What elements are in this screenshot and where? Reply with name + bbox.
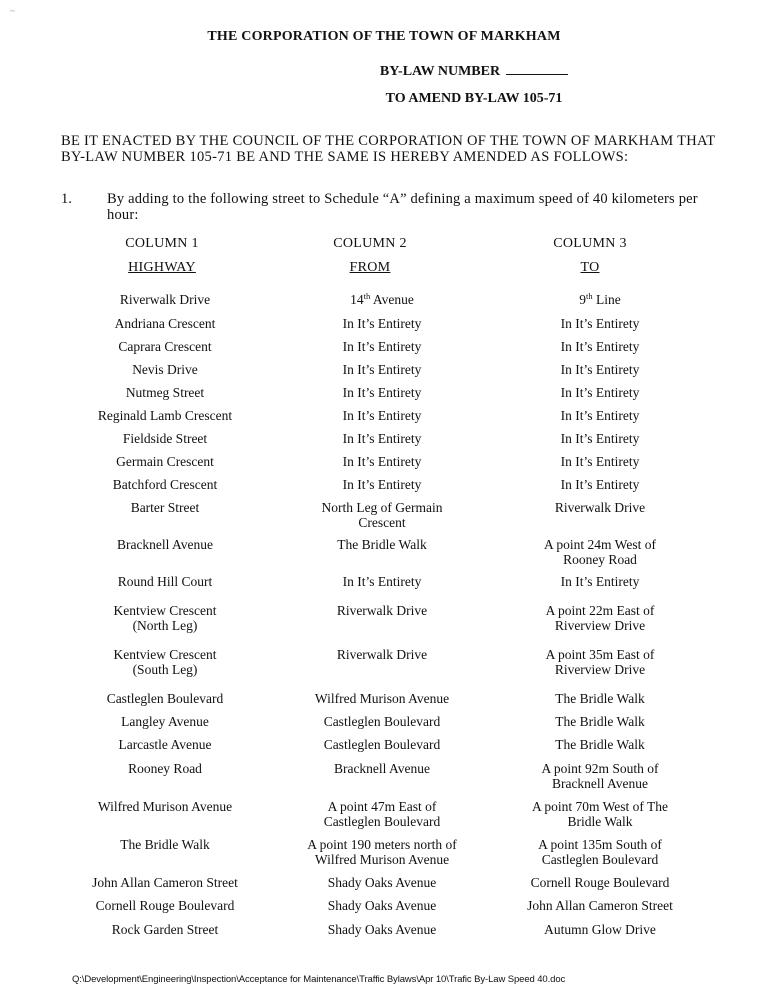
to-cell	[495, 408, 705, 423]
from-cell	[282, 737, 482, 752]
document-title: THE CORPORATION OF THE TOWN OF MARKHAM	[207, 29, 561, 44]
to-cell-text: A point 24m West of	[544, 537, 656, 552]
from-cell-text: Shady Oaks Avenue	[327, 898, 437, 913]
from-cell-text: In It’s Entirety	[342, 385, 422, 400]
to-cell	[495, 431, 705, 446]
to-cell	[495, 454, 705, 469]
highway-cell-text: Germain Crescent	[116, 454, 214, 469]
to-cell-text: Castleglen Boulevard	[541, 852, 659, 867]
table-row	[0, 603, 768, 639]
to-cell-text: A point 70m West of The	[531, 799, 669, 814]
bylaw-number-blank	[506, 62, 568, 75]
to-cell-text: In It’s Entirety	[560, 316, 640, 331]
to-cell	[495, 875, 705, 890]
to-cell-text: A point 22m East of	[545, 603, 655, 618]
highway-cell-text: Langley Avenue	[121, 714, 209, 729]
highway-cell-text: Kentview Crescent	[113, 603, 217, 618]
highway-cell-text: Round Hill Court	[117, 574, 213, 589]
item-number: 1.	[61, 191, 72, 207]
highway-cell-text: Riverwalk Drive	[119, 292, 211, 307]
highway-cell	[60, 837, 270, 852]
to-cell	[495, 898, 705, 913]
column-3-name: TO	[580, 260, 600, 275]
enacted-paragraph: BE IT ENACTED BY THE COUNCIL OF THE CORPORATION OF THE TOWN OF MARKHAM THAT BY-LAW NUMBER 105-71 BE AND THE SAME IS HEREBY AMENDED AS FOLLOWS:	[61, 133, 716, 165]
column-1-name: HIGHWAY	[128, 260, 196, 275]
to-cell-text: In It’s Entirety	[560, 574, 640, 589]
highway-cell	[60, 898, 270, 913]
to-cell-text: In It’s Entirety	[560, 385, 640, 400]
table-row	[0, 922, 768, 958]
highway-cell	[60, 408, 270, 423]
to-cell	[495, 362, 705, 377]
highway-cell-text: Wilfred Murison Avenue	[97, 799, 233, 814]
to-cell-text: Riverwalk Drive	[554, 500, 646, 515]
from-cell-text: A point 190 meters north of	[307, 837, 457, 852]
from-cell	[282, 385, 482, 400]
to-cell-text: Rooney Road	[563, 552, 637, 567]
to-cell	[495, 922, 705, 937]
highway-cell	[60, 737, 270, 752]
to-cell	[495, 385, 705, 400]
from-cell-text: A point 47m East of	[327, 799, 437, 814]
amend-line: TO AMEND BY-LAW 105-71	[385, 91, 563, 106]
to-cell-text: John Allan Cameron Street	[527, 898, 673, 913]
to-cell	[495, 316, 705, 331]
to-cell	[495, 799, 705, 829]
to-cell-text: Cornell Rouge Boulevard	[530, 875, 670, 890]
to-cell	[495, 339, 705, 354]
highway-cell-text: (South Leg)	[132, 662, 198, 677]
from-cell-text: In It’s Entirety	[342, 477, 422, 492]
from-cell	[282, 339, 482, 354]
from-cell-text: Castleglen Boulevard	[323, 714, 441, 729]
highway-cell	[60, 875, 270, 890]
from-cell	[282, 500, 482, 530]
to-cell	[495, 837, 705, 867]
highway-cell	[60, 500, 270, 515]
highway-cell-text: Rooney Road	[128, 761, 202, 776]
highway-cell-text: The Bridle Walk	[120, 837, 210, 852]
from-cell-text: Crescent	[358, 515, 406, 530]
from-cell	[282, 477, 482, 492]
from-cell	[282, 316, 482, 331]
from-cell-text: Riverwalk Drive	[336, 603, 428, 618]
from-cell-text: Castleglen Boulevard	[323, 737, 441, 752]
highway-cell-text: Andriana Crescent	[114, 316, 216, 331]
to-cell	[495, 691, 705, 706]
from-cell	[282, 537, 482, 552]
from-cell-text: Shady Oaks Avenue	[327, 922, 437, 937]
highway-cell-text: Caprara Crescent	[118, 339, 212, 354]
highway-cell-text: Rock Garden Street	[111, 922, 219, 937]
from-cell-text: In It’s Entirety	[342, 574, 422, 589]
from-cell	[282, 647, 482, 662]
from-cell-text: Wilfred Murison Avenue	[314, 852, 450, 867]
to-cell-text: In It’s Entirety	[560, 431, 640, 446]
from-cell	[282, 799, 482, 829]
from-cell	[282, 898, 482, 913]
highway-cell	[60, 362, 270, 377]
to-cell-text: Riverview Drive	[554, 662, 646, 677]
from-cell	[282, 454, 482, 469]
file-path-footer: Q:\Development\Engineering\Inspection\Acceptance for Maintenance\Traffic Bylaws\Apr 10\Trafic By-Law Speed 40.doc	[72, 974, 566, 985]
to-cell-text: A point 135m South of	[538, 837, 662, 852]
to-cell-text: In It’s Entirety	[560, 408, 640, 423]
from-cell	[282, 761, 482, 776]
to-cell-text: Line	[592, 292, 621, 307]
highway-cell-text: Fieldside Street	[122, 431, 208, 446]
highway-cell	[60, 603, 270, 633]
to-cell	[495, 647, 705, 677]
to-cell	[495, 292, 705, 307]
to-cell-text: Riverview Drive	[554, 618, 646, 633]
table-row	[0, 799, 768, 835]
to-cell	[495, 500, 705, 515]
to-cell-ordinal: th	[586, 291, 593, 301]
from-cell	[282, 292, 482, 307]
highway-cell	[60, 454, 270, 469]
highway-cell	[60, 761, 270, 776]
to-cell-text: Bracknell Avenue	[551, 776, 649, 791]
from-cell-text: In It’s Entirety	[342, 431, 422, 446]
column-3-label: COLUMN 3	[553, 236, 627, 251]
from-cell-text: Bracknell Avenue	[333, 761, 431, 776]
to-cell	[495, 537, 705, 567]
from-cell	[282, 837, 482, 867]
from-cell	[282, 922, 482, 937]
to-cell	[495, 761, 705, 791]
highway-cell-text: Batchford Crescent	[112, 477, 218, 492]
column-2-name: FROM	[349, 260, 391, 275]
highway-cell	[60, 537, 270, 552]
from-cell	[282, 603, 482, 618]
highway-cell	[60, 647, 270, 677]
highway-cell-text: Reginald Lamb Crescent	[97, 408, 233, 423]
from-cell	[282, 714, 482, 729]
from-cell-text: North Leg of Germain	[321, 500, 443, 515]
to-cell-text: The Bridle Walk	[555, 714, 645, 729]
from-cell-ordinal: th	[363, 291, 371, 301]
from-cell-text: Riverwalk Drive	[336, 647, 428, 662]
from-cell-text: Avenue	[370, 292, 414, 307]
table-row	[0, 837, 768, 873]
from-cell	[282, 362, 482, 377]
table-row	[0, 647, 768, 683]
to-cell	[495, 737, 705, 752]
to-cell-text: In It’s Entirety	[560, 454, 640, 469]
highway-cell	[60, 691, 270, 706]
from-cell-text: Shady Oaks Avenue	[327, 875, 437, 890]
bylaw-number-label: BY-LAW NUMBER	[379, 64, 501, 79]
to-cell-text: Bridle Walk	[567, 814, 633, 829]
from-cell-text: In It’s Entirety	[342, 316, 422, 331]
highway-cell	[60, 477, 270, 492]
to-cell-text: In It’s Entirety	[560, 339, 640, 354]
from-cell	[282, 431, 482, 446]
highway-cell	[60, 292, 270, 307]
column-2-label: COLUMN 2	[333, 236, 407, 251]
column-1-label: COLUMN 1	[125, 236, 199, 251]
highway-cell-text: Barter Street	[130, 500, 200, 515]
from-cell	[282, 875, 482, 890]
highway-cell-text: Bracknell Avenue	[116, 537, 214, 552]
highway-cell	[60, 385, 270, 400]
from-cell-text: Wilfred Murison Avenue	[314, 691, 450, 706]
to-cell	[495, 603, 705, 633]
highway-cell-text: Nevis Drive	[132, 362, 198, 377]
item-text: By adding to the following street to Schedule “A” defining a maximum speed of 40 kilometers per hour:	[107, 191, 698, 223]
highway-cell-text: Cornell Rouge Boulevard	[95, 898, 235, 913]
table-row	[0, 761, 768, 797]
from-cell-text: In It’s Entirety	[342, 362, 422, 377]
to-cell-text: The Bridle Walk	[555, 691, 645, 706]
from-cell-number: 14	[350, 292, 364, 307]
to-cell	[495, 714, 705, 729]
from-cell-text: The Bridle Walk	[337, 537, 427, 552]
highway-cell	[60, 714, 270, 729]
highway-cell	[60, 799, 270, 814]
highway-cell-text: Nutmeg Street	[125, 385, 205, 400]
to-cell-text: Autumn Glow Drive	[544, 922, 656, 937]
highway-cell	[60, 431, 270, 446]
from-cell-text: In It’s Entirety	[342, 339, 422, 354]
from-cell-text: Castleglen Boulevard	[323, 814, 441, 829]
to-cell	[495, 574, 705, 589]
highway-cell	[60, 316, 270, 331]
highway-cell-text: Larcastle Avenue	[118, 737, 212, 752]
highway-cell-text: Castleglen Boulevard	[106, 691, 224, 706]
highway-cell-text: John Allan Cameron Street	[92, 875, 238, 890]
from-cell	[282, 574, 482, 589]
from-cell	[282, 408, 482, 423]
to-cell-number: 9	[579, 292, 586, 307]
to-cell-text: A point 35m East of	[545, 647, 655, 662]
table-row	[0, 500, 768, 536]
from-cell	[282, 691, 482, 706]
highway-cell	[60, 574, 270, 589]
highway-cell-text: (North Leg)	[132, 618, 198, 633]
highway-cell-text: Kentview Crescent	[113, 647, 217, 662]
to-cell-text: In It’s Entirety	[560, 477, 640, 492]
from-cell-text: In It’s Entirety	[342, 408, 422, 423]
from-cell-text: In It’s Entirety	[342, 454, 422, 469]
highway-cell	[60, 339, 270, 354]
table-row	[0, 537, 768, 573]
highway-cell	[60, 922, 270, 937]
to-cell-text: A point 92m South of	[541, 761, 659, 776]
to-cell-text: The Bridle Walk	[555, 737, 645, 752]
to-cell-text: In It’s Entirety	[560, 362, 640, 377]
scan-corner-mark: ~	[10, 6, 15, 16]
to-cell	[495, 477, 705, 492]
bylaw-number-line	[90, 62, 768, 80]
